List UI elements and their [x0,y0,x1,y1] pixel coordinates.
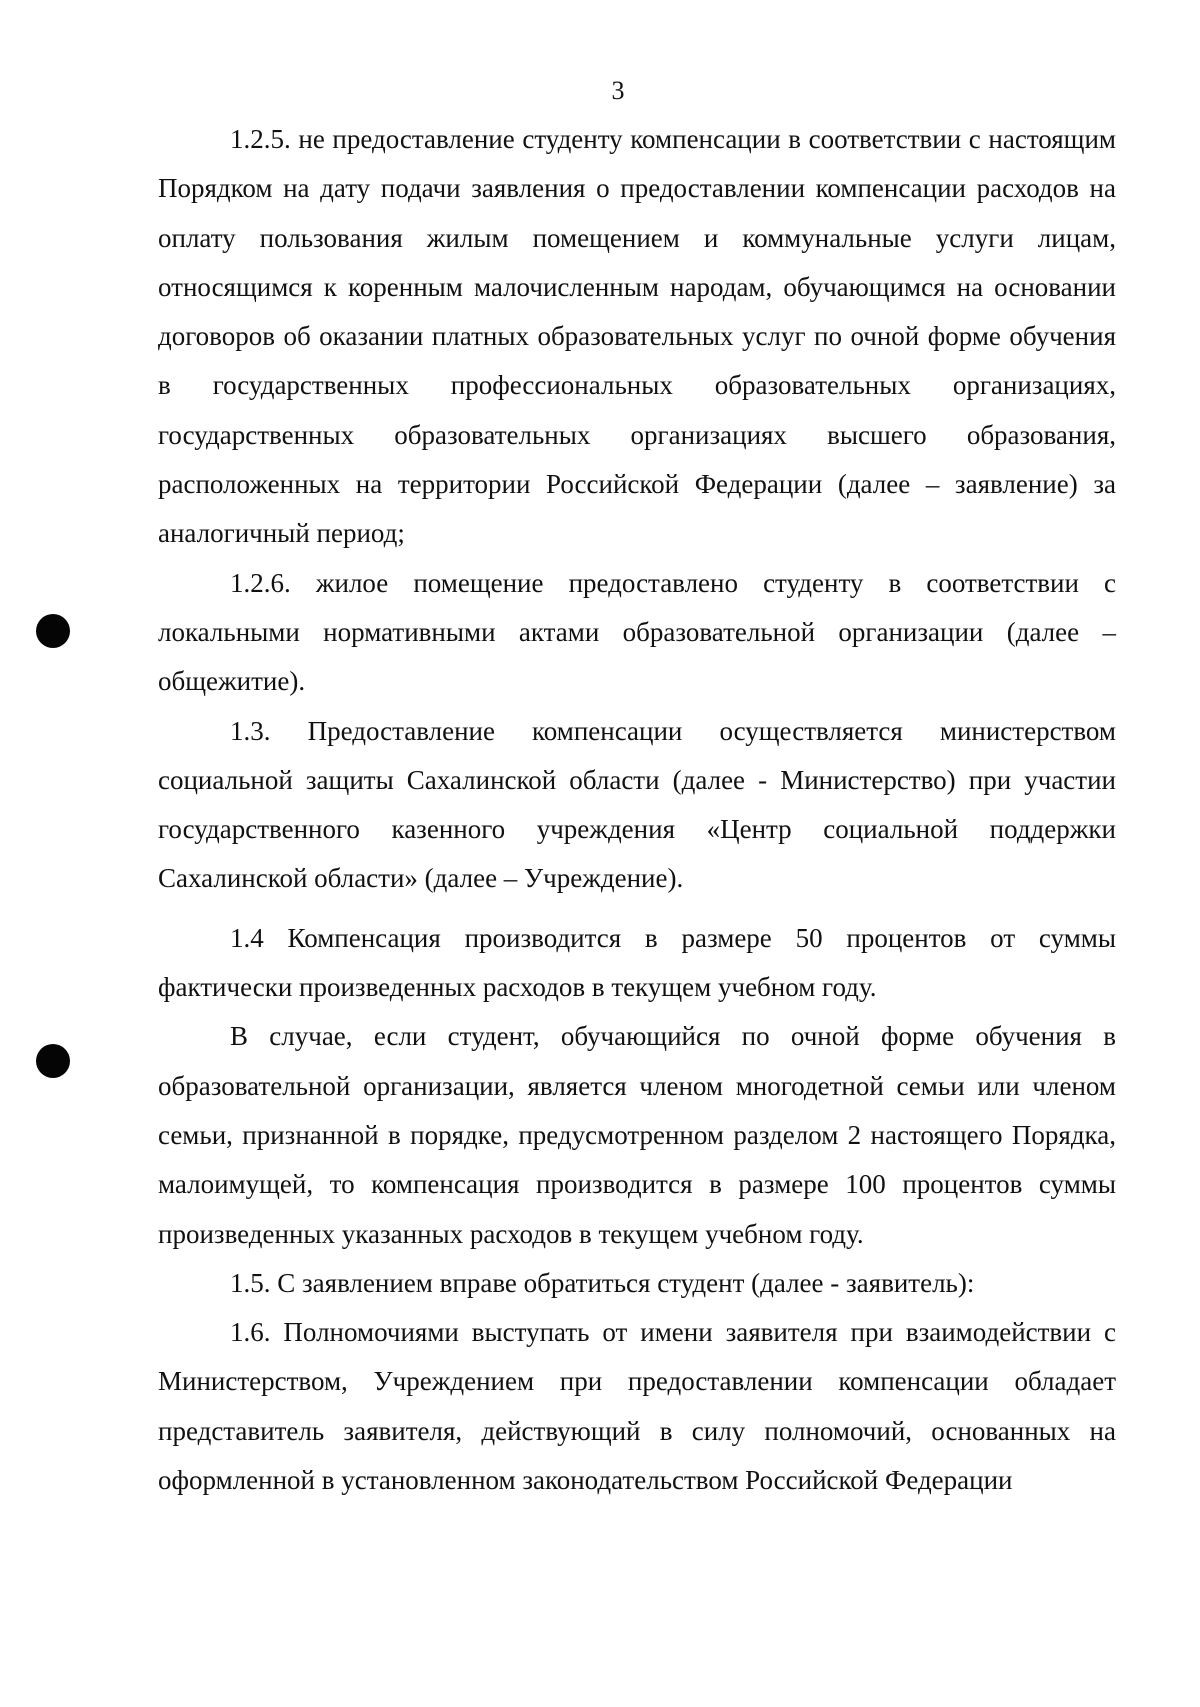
punch-hole-mark [36,614,70,648]
page-number: 3 [611,76,625,105]
paragraph-1-2-6: 1.2.6. жилое помещение предоставлено студенту в соответствии с локальными нормативными актами образовательной организации (далее – общежитие). [158,567,1116,697]
paragraph-1-5: 1.5. С заявлением вправе обратиться студент (далее - заявитель): [230,1267,975,1298]
punch-hole-mark [36,1044,70,1078]
paragraph-1-6: 1.6. Полномочиями выступать от имени заявителя при взаимодействии с Министерством, Учреждением при предоставлении компенсации обладает представитель заявителя, действующий в силу полномочий, основанных на оформленной в установленном законодательством Российской Федерации [158,1317,1116,1496]
document-body [158,115,1116,1505]
paragraph-1-4: 1.4 Компенсация производится в размере 50 процентов от суммы фактически произведенных расходов в текущем учебном году. [158,922,1116,1003]
paragraph-1-3: 1.3. Предоставление компенсации осуществляется министерством социальной защиты Сахалинской области (далее - Министерство) при участии государственного казенного учреждения «Центр социальной поддержки Сахалинской области» (далее – Учреждение). [158,715,1116,894]
paragraph-1-2-5: 1.2.5. не предоставление студенту компенсации в соответствии с настоящим Порядком на дату подачи заявления о предоставлении компенсации расходов на оплату пользования жилым помещением и коммунальные услуги лицам, относящимся к коренным малочисленным народам, обучающимся на основании договоров об оказании платных образовательных услуг по очной форме обучения в государственных профессиональных образовательных организациях, государственных образовательных организациях высшего образования, расположенных на территории Российской Федерации (далее – заявление) за аналогичный период; [158,124,1116,549]
paragraph-1-4-continuation: В случае, если студент, обучающийся по очной форме обучения в образовательной организации, является членом многодетной семьи или членом семьи, признанной в порядке, предусмотренном разделом 2 настоящего Порядка, малоимущей, то компенсация производится в размере 100 процентов суммы произведенных указанных расходов в текущем учебном году. [158,1021,1116,1249]
